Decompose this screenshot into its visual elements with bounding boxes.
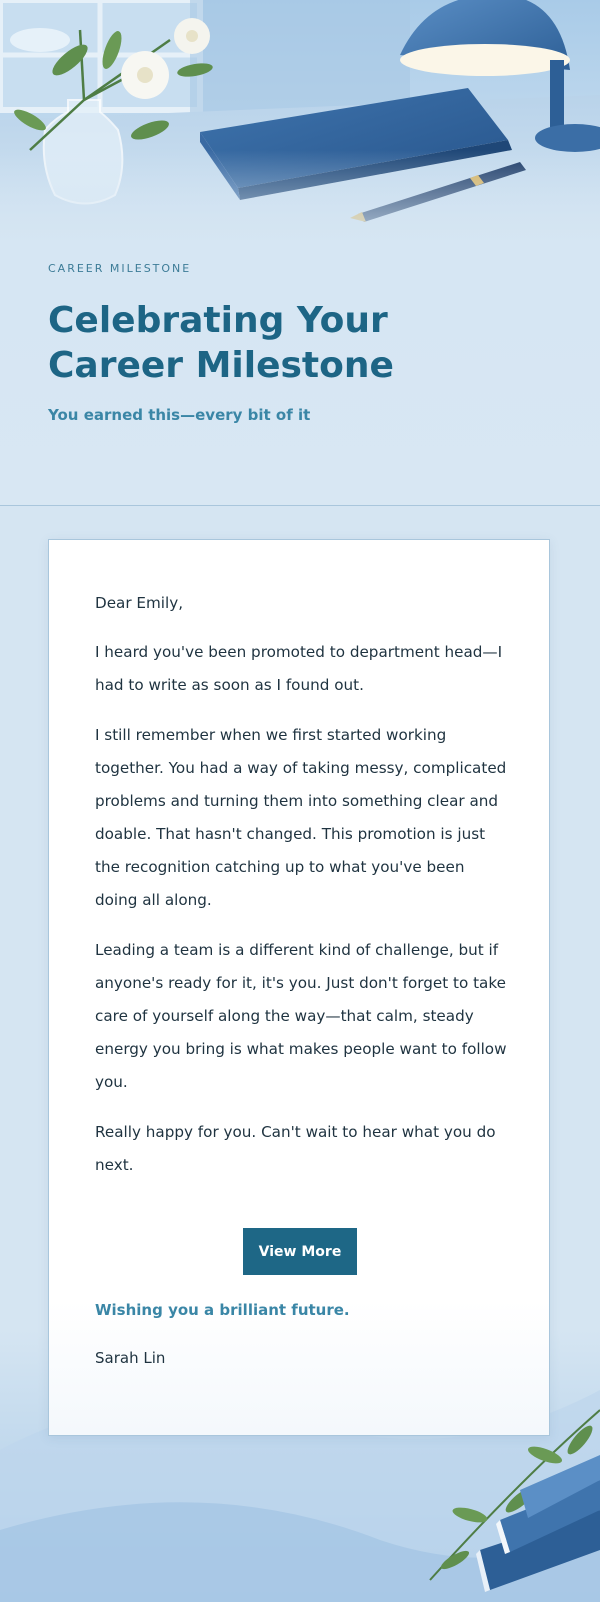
letter-paragraph: Really happy for you. Can't wait to hear what you do next. — [95, 1123, 496, 1174]
letter-paragraph: Leading a team is a different kind of challenge, but if anyone's ready for it, it's you. Just don't forget to take care of yourself along the way—that calm, steady energy you bring is what makes people want to follow you. — [95, 941, 507, 1091]
letter-body — [95, 587, 509, 1199]
letter-closing: Wishing you a brilliant future. — [95, 1301, 350, 1319]
letter-card — [48, 539, 550, 1436]
eyebrow-label: CAREER MILESTONE — [48, 262, 192, 275]
page-subtitle: You earned this—every bit of it — [48, 406, 311, 424]
letter-greeting: Dear Emily, — [95, 594, 184, 612]
page-title: Celebrating Your Career Milestone — [48, 300, 394, 386]
view-more-button[interactable]: View More — [243, 1228, 357, 1275]
hero-header — [0, 0, 600, 506]
letter-paragraph: I heard you've been promoted to department head—I had to write as soon as I found out. — [95, 643, 503, 694]
hero-fade — [0, 150, 600, 260]
window-icon — [0, 0, 200, 110]
letter-signature: Sarah Lin — [95, 1349, 166, 1367]
letter-paragraph: I still remember when we first started working together. You had a way of taking messy, complicated problems and turning them into something clear and doable. That hasn't changed. This promotion is just the recognition catching up to what you've been doing all along. — [95, 726, 507, 909]
